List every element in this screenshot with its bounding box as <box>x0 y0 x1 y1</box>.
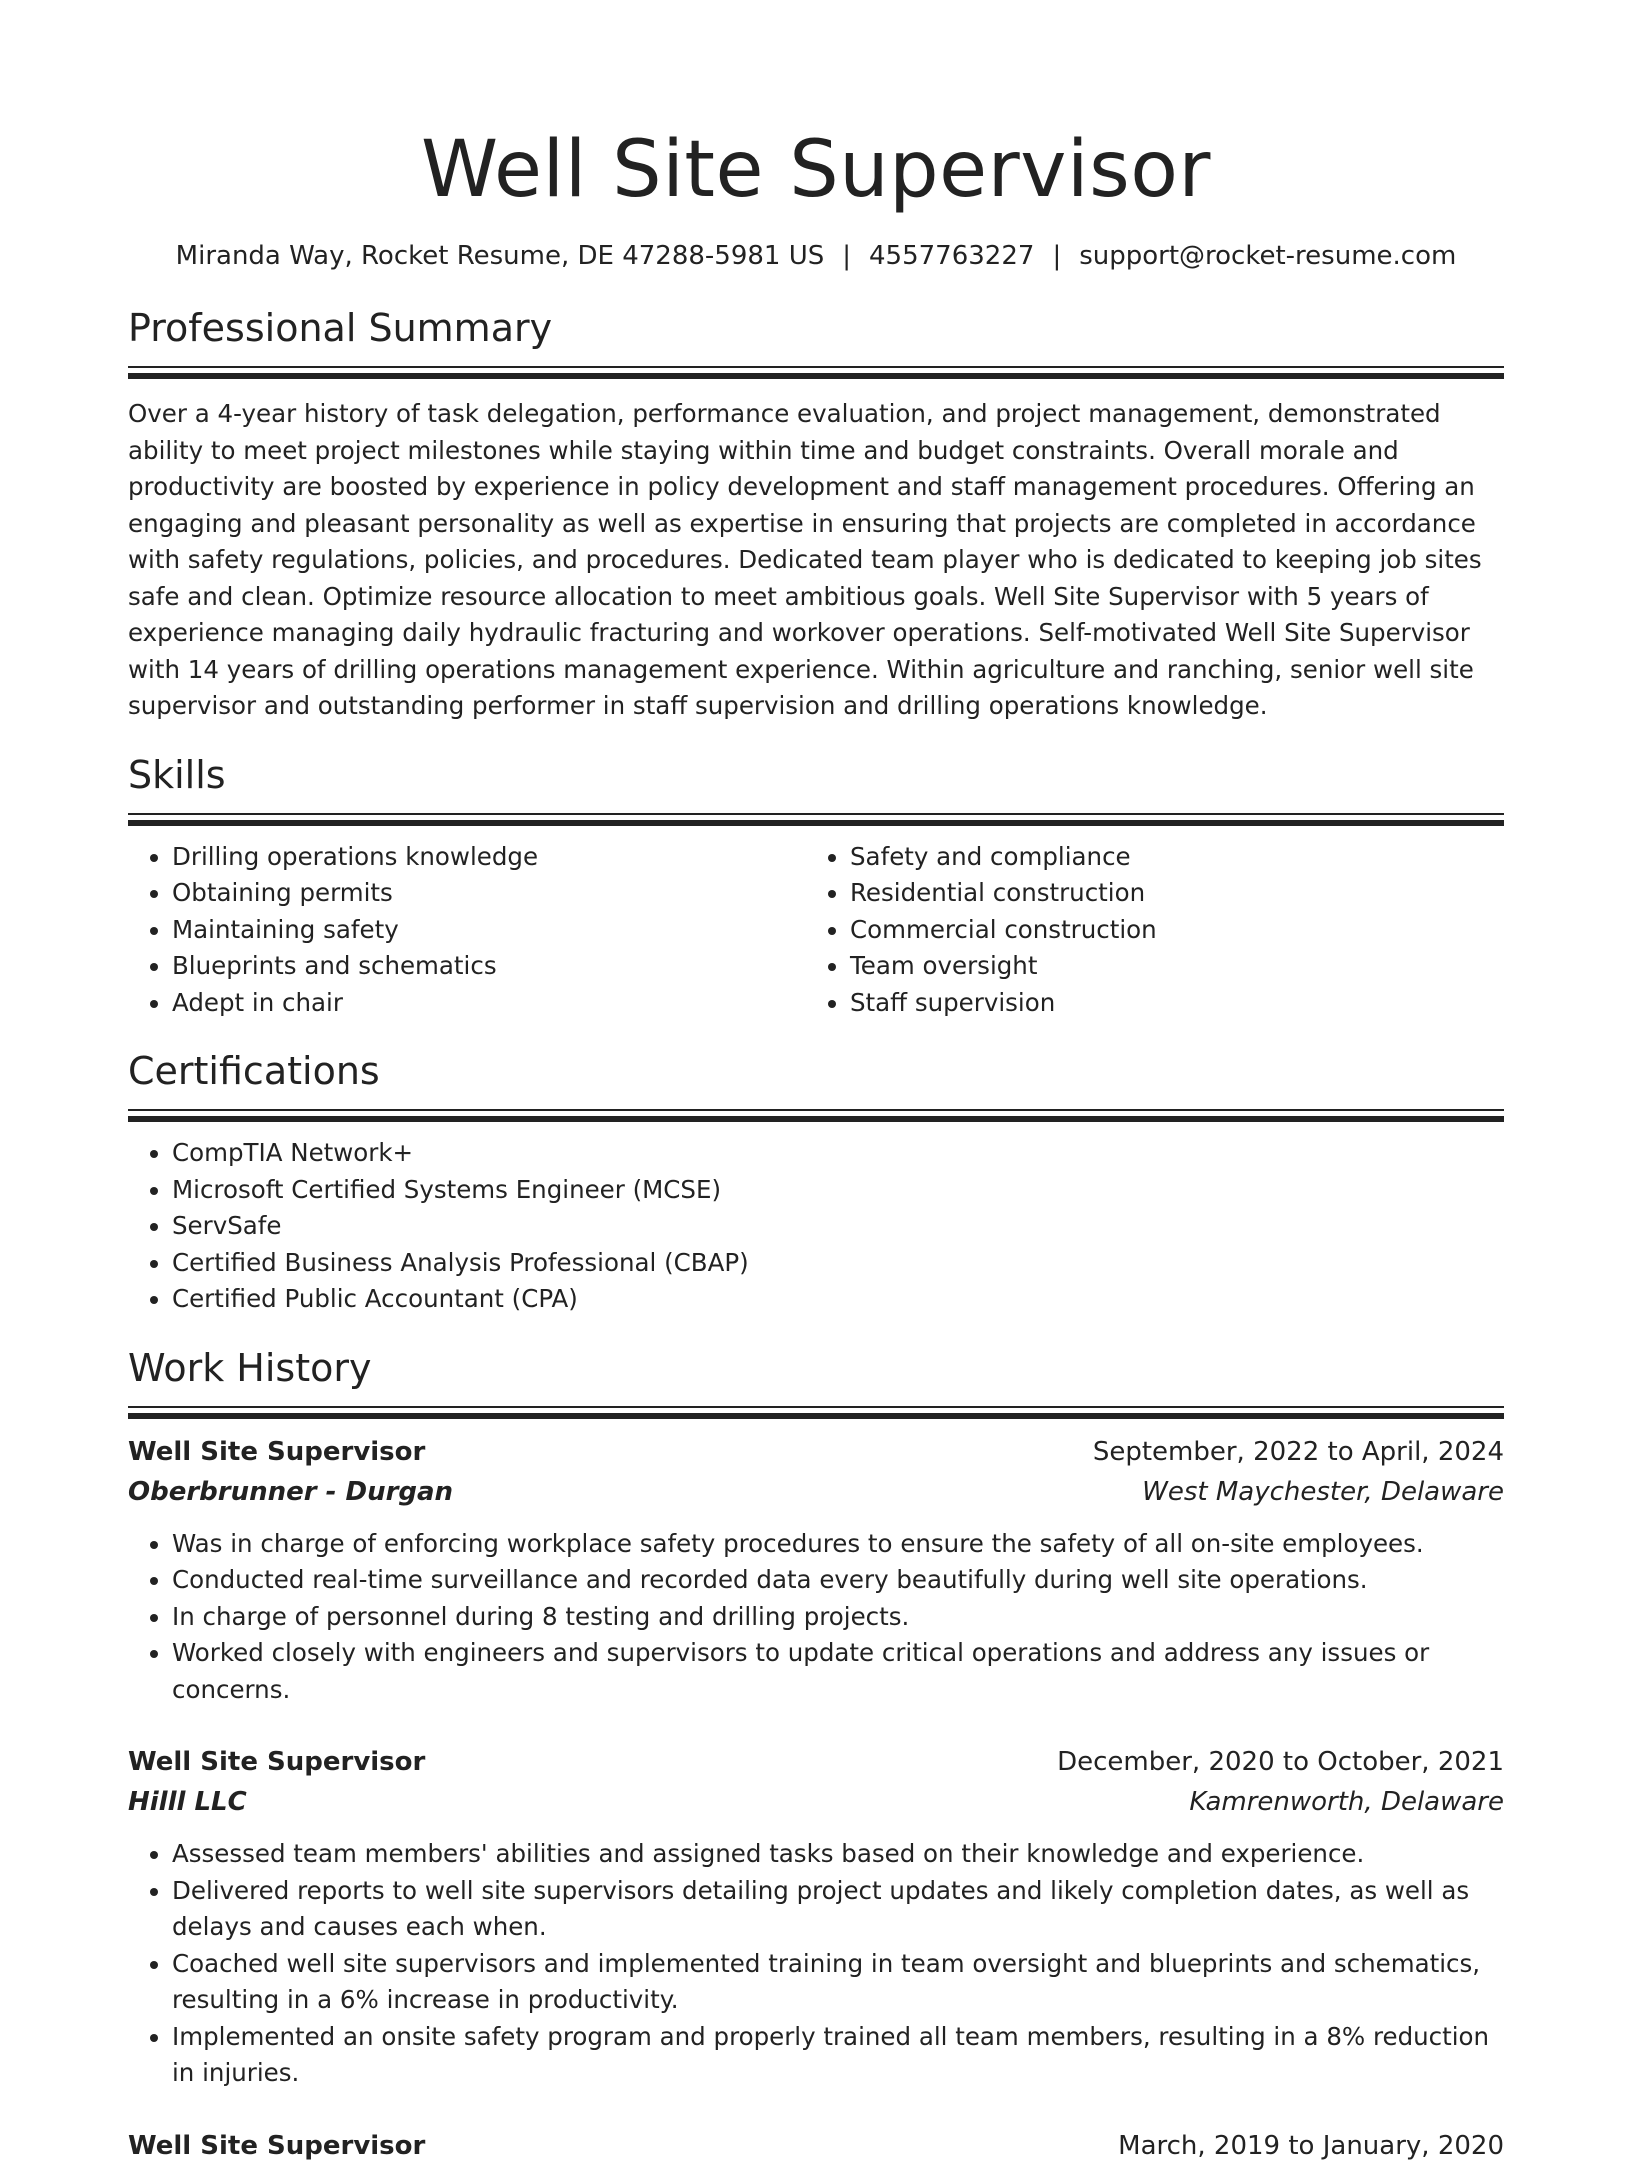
certifications-list <box>128 1135 1504 1318</box>
job-company: Oberbrunner - Durgan <box>128 1476 454 1507</box>
contact-email[interactable]: support@rocket-resume.com <box>1079 241 1457 271</box>
work-history-section <box>128 1344 1504 2166</box>
skill-item: • Staff supervision <box>850 985 1484 1022</box>
resume-page <box>128 0 1504 2166</box>
job-entry <box>128 1432 1504 1709</box>
job-entry <box>128 2126 1504 2166</box>
job-bullet: • In charge of personnel during 8 testing and drilling projects. <box>172 1599 1504 1636</box>
job-header <box>128 1432 1504 1472</box>
section-title-work-history: Work History <box>128 1345 372 1390</box>
skills-list-left <box>128 839 806 1022</box>
job-subheader <box>128 1782 1504 1822</box>
section-title-certifications: Certifications <box>128 1049 380 1093</box>
section-divider <box>128 366 1504 376</box>
contact-address: Miranda Way, Rocket Resume, DE 47288-5981 US <box>175 241 825 271</box>
section-divider <box>128 1406 1504 1416</box>
skills-section <box>128 751 1504 1022</box>
contact-separator: | <box>1052 241 1062 271</box>
certification-item: • ServSafe <box>172 1208 1504 1245</box>
job-title: Well Site Supervisor <box>128 2130 426 2161</box>
skill-item: • Commercial construction <box>850 912 1484 949</box>
skill-item: • Adept in chair <box>172 985 806 1022</box>
job-dates: December, 2020 to October, 2021 <box>1057 1747 1504 1777</box>
job-bullet: • Delivered reports to well site supervisors detailing project updates and likely completion dates, as well as delays and causes each when. <box>172 1873 1504 1946</box>
job-bullet: • Assessed team members' abilities and assigned tasks based on their knowledge and experience. <box>172 1836 1504 1873</box>
job-subheader <box>128 1472 1504 1512</box>
page-title: Well Site Supervisor <box>421 125 1211 215</box>
skill-item: • Residential construction <box>850 875 1484 912</box>
contact-phone: 4557763227 <box>869 241 1035 271</box>
skill-item: • Maintaining safety <box>172 912 806 949</box>
job-header <box>128 2126 1504 2166</box>
skills-list-right <box>806 839 1484 1022</box>
job-bullets <box>128 1526 1504 1709</box>
contact-separator: | <box>842 241 852 271</box>
job-bullet: • Worked closely with engineers and supervisors to update critical operations and address any issues or concerns. <box>172 1635 1504 1708</box>
skill-item: • Obtaining permits <box>172 875 806 912</box>
job-company: Hilll LLC <box>128 1787 247 1817</box>
contact-line <box>128 238 1504 274</box>
skill-item: • Drilling operations knowledge <box>172 839 806 876</box>
job-bullet: • Coached well site supervisors and implemented training in team oversight and blueprints and schematics, resulting in a 6% increase in productivity. <box>172 1946 1504 2019</box>
section-title-skills: Skills <box>128 752 226 797</box>
job-location: West Maychester, Delaware <box>1142 1476 1504 1507</box>
job-title: Well Site Supervisor <box>128 1436 426 1467</box>
job-dates: March, 2019 to January, 2020 <box>1118 2130 1504 2161</box>
skill-item: • Blueprints and schematics <box>172 948 806 985</box>
job-bullet: • Implemented an onsite safety program and properly trained all team members, resulting in a 8% reduction in injuries. <box>172 2019 1504 2092</box>
job-header <box>128 1742 1504 1782</box>
job-bullet: • Conducted real-time surveillance and recorded data every beautifully during well site operations. <box>172 1562 1504 1599</box>
job-title: Well Site Supervisor <box>128 1747 426 1777</box>
summary-text: Over a 4-year history of task delegation, performance evaluation, and project management, demonstrated ability to meet project milestones while staying within time and budget constraints. Overall morale and productivity are boosted by experience in policy development and staff management procedures. Offering an engaging and pleasant personality as well as expertise in ensuring that projects are completed in accordance with safety regulations, policies, and procedures. Dedicated team player who is dedicated to keeping job sites safe and clean. Optimize resource allocation to meet ambitious goals. Well Site Supervisor with 5 years of experience managing daily hydraulic fracturing and workover operations. Self-motivated Well Site Supervisor with 14 years of drilling operations management experience. Within agriculture and ranching, senior well site supervisor and outstanding performer in staff supervision and drilling operations knowledge. <box>128 399 1482 720</box>
job-location: Kamrenworth, Delaware <box>1189 1787 1504 1817</box>
section-divider <box>128 813 1504 823</box>
skills-grid <box>128 839 1504 1022</box>
certification-item: • Microsoft Certified Systems Engineer (MCSE) <box>172 1172 1504 1209</box>
skill-item: • Team oversight <box>850 948 1484 985</box>
job-bullet: • Was in charge of enforcing workplace safety procedures to ensure the safety of all on-site employees. <box>172 1526 1504 1563</box>
certification-item: • Certified Public Accountant (CPA) <box>172 1281 1504 1318</box>
certification-item: • Certified Business Analysis Professional (CBAP) <box>172 1245 1504 1282</box>
section-divider <box>128 1109 1504 1119</box>
certification-item: • CompTIA Network+ <box>172 1135 1504 1172</box>
skill-item: • Safety and compliance <box>850 839 1484 876</box>
job-dates: September, 2022 to April, 2024 <box>1092 1436 1504 1467</box>
job-bullets <box>128 1836 1504 2092</box>
section-title-summary: Professional Summary <box>128 306 553 350</box>
summary-section <box>128 304 1504 725</box>
job-entry <box>128 1742 1504 2092</box>
certifications-section <box>128 1047 1504 1318</box>
